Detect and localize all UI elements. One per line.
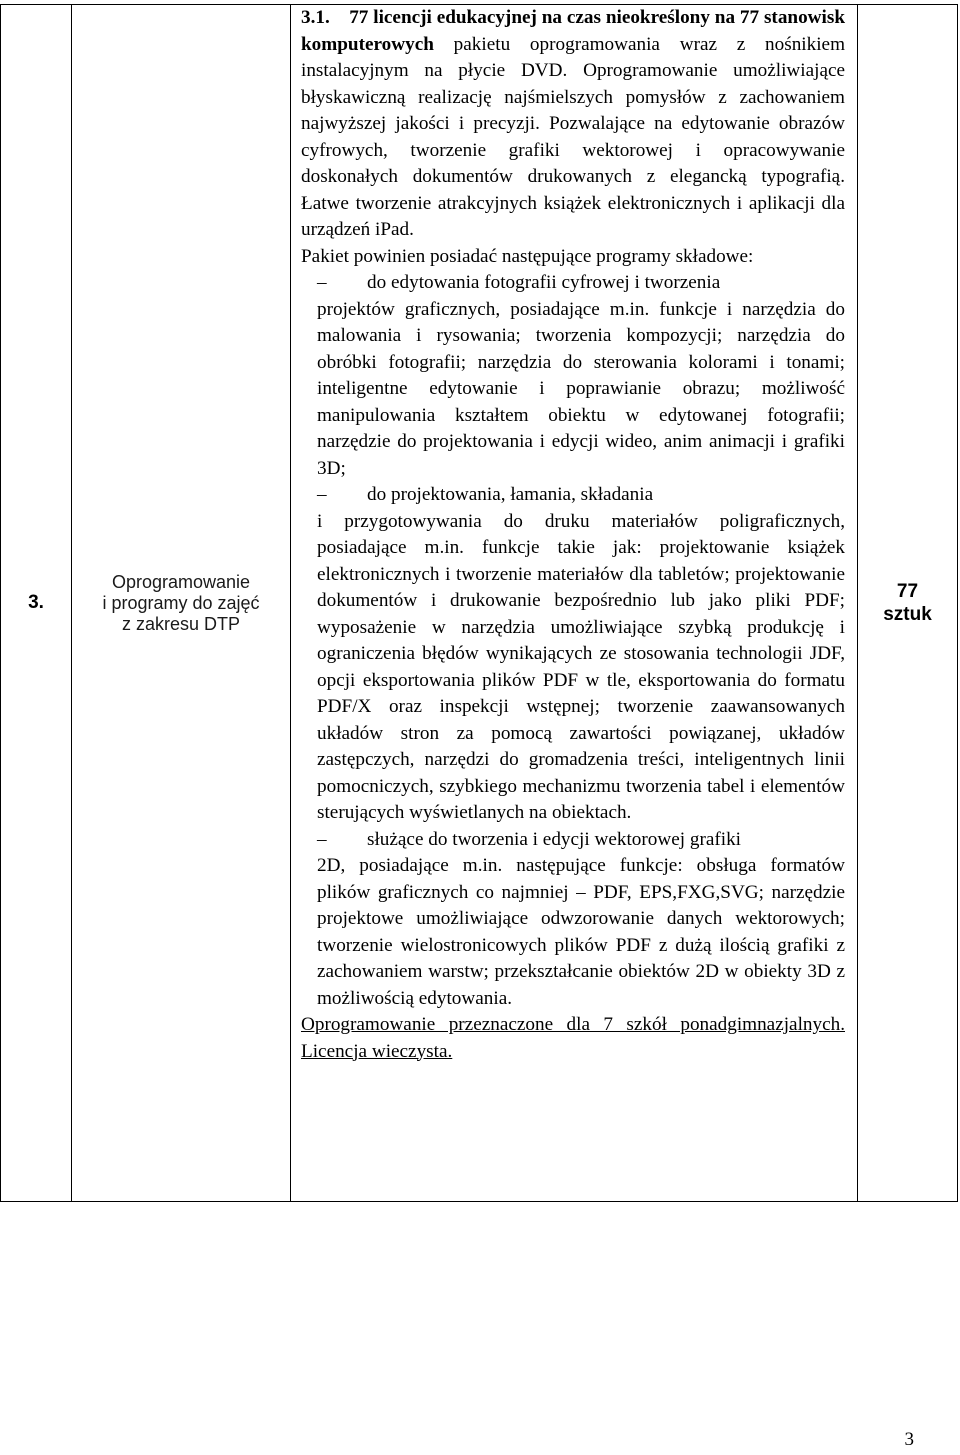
component-item (301, 482, 845, 827)
component-item (301, 827, 845, 1013)
item-name-line: z zakresu DTP (121, 613, 241, 634)
page-number: 3 (904, 1429, 914, 1450)
row-number-cell (1, 5, 72, 1202)
quantity-unit: sztuk (883, 604, 932, 625)
component-text: 2D, posiadające m.in. następujące funkcje: obsługa formatów plików graficznych co najmniej – PDF, EPS,FXG,SVG; narzędzie projektowe umożliwiające odwzorowanie danych wektorowych; tworzenie wielostronicowych plików PDF z dużą ilością grafiki z zachowaniem warstw; przekształcanie obiektów 2D w obiekty 3D z możliwością edytowania. (317, 855, 845, 1009)
description-cell (291, 5, 858, 1202)
component-item (301, 270, 845, 482)
item-name-cell (72, 5, 291, 1202)
dash-bullet: – (317, 484, 327, 505)
component-text: i przygotowywania do druku materiałów poligraficznych, posiadające m.in. funkcje takie jak: projektowanie książek elektronicznych i tworzenie materiałów dla tabletów; projektowanie dokumentów i drukowanie bezpośrednio lub jako pliki PDF; wyposażenie w narzędzia umożliwiające szybką produkcję i ograniczenia błędów wynikających ze stosowania technologii JDF, opcji eksportowania plików PDF w tle, eksportowania do formatu PDF/X oraz inspekcji wstępnej; tworzenie zaawansowanych układów stron za pomocą zawartości powiązanej, układów zastępczych, narzędzi do gromadzenia treści, inteligentnych linii pomocniczych, szybkiego mechanizmu tworzenia tabel i elementów sterujących wyświetlanych na obiektach. (317, 510, 845, 823)
item-name-line: i programy do zajęć (102, 592, 260, 613)
closing-note: Oprogramowanie przeznaczone dla 7 szkół ponadgimnazjalnych. Licencja wieczysta. (301, 1014, 845, 1062)
component-text: projektów graficznych, posiadające m.in. funkcje i narzędzia do malowania i rysowania; tworzenia kompozycji; narzędzia do obróbki fotografii; narzędzia do sterowania kolorami i tonami; inteligentne edytowanie i poprawianie obrazu; możliwość manipulowania kształtem obiektu w edytowanej fotografii; narzędzie do projektowania i edycji wideo, anim animacji i grafiki 3D; (317, 298, 845, 479)
component-first-line: do edytowania fotografii cyfrowej i tworzenia (367, 272, 721, 293)
dash-bullet: – (317, 272, 327, 293)
specification-table (0, 4, 958, 1202)
dash-bullet: – (317, 828, 327, 850)
components-heading: Pakiet powinien posiadać następujące programy składowe: (301, 245, 754, 267)
quantity-value: 77 (896, 581, 919, 602)
table-row (1, 5, 958, 1202)
intro-text: pakietu oprogramowania wraz z nośnikiem instalacyjnym na płycie DVD. Oprogramowanie umożliwiające błyskawiczną realizację najśmielszych pomysłów z zachowaniem najwyższej jakości i precyzji. Pozwalające na edytowanie obrazów cyfrowych, tworzenie grafiki wektorowej i opracowywanie doskonałych dokumentów drukowanych z elegancką typografią. Łatwe tworzenie atrakcyjnych książek elektronicznych i aplikacji dla urządzeń iPad. (301, 33, 845, 240)
intro-paragraph (301, 5, 845, 244)
row-number: 3. (28, 592, 44, 613)
intro-bold-text: 77 licencji edukacyjnej na czas nieokreślony na 77 stanowisk komputerowych (301, 7, 846, 55)
item-name-line: Oprogramowanie (111, 571, 251, 592)
component-first-line: do projektowania, łamania, składania (367, 484, 654, 505)
component-first-line: służące do tworzenia i edycji wektorowej grafiki (367, 828, 742, 850)
intro-number: 3.1. (301, 7, 330, 28)
quantity-cell (858, 5, 958, 1202)
